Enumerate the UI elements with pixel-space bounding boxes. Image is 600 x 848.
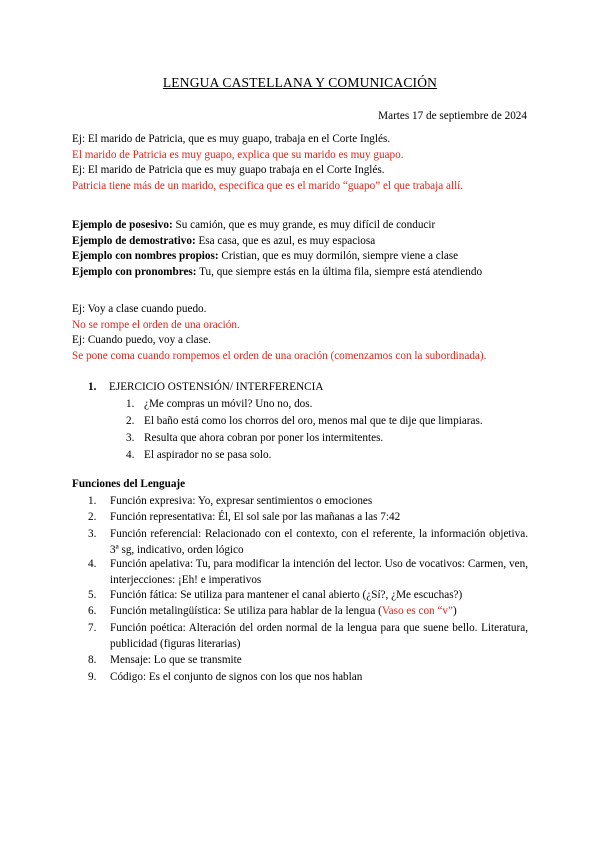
item-text-wrap — [110, 604, 528, 620]
item-number: 5. — [88, 589, 97, 601]
example-label: Ejemplo de demostrativo: — [72, 234, 196, 247]
item-number: 6. — [88, 605, 97, 617]
item-number: 9. — [88, 671, 97, 683]
function-item — [88, 653, 528, 669]
item-number: 7. — [88, 622, 97, 634]
item-text: Mensaje: Lo que se transmite — [110, 654, 242, 666]
item-number: 4. — [126, 449, 135, 461]
exercise-title: EJERCICIO OSTENSIÓN/ INTERFERENCIA — [109, 381, 324, 393]
item-text: Función expresiva: Yo, expresar sentimientos o emociones — [110, 495, 373, 507]
item-text: Función representativa: Él, El sol sale por las mañanas a las 7:42 — [110, 511, 401, 523]
item-text: Código: Es el conjunto de signos con los que nos hablan — [110, 671, 363, 683]
explicative-examples — [72, 218, 530, 280]
section-heading: Funciones del Lenguaje — [72, 478, 186, 490]
item-red-note: Vaso es con “v” — [381, 605, 453, 617]
exercise-item — [126, 397, 312, 413]
example-line — [72, 249, 530, 265]
exercise-item — [126, 448, 271, 464]
item-text: Función referencial: Relacionado con el contexto, con el referente, la información objetiva. 3ª sg, indicativo, orden lógico — [110, 528, 528, 556]
item-text: Resulta que ahora cobran por poner los intermitentes. — [144, 432, 384, 444]
exercise-number: 1. — [88, 381, 97, 393]
function-item — [88, 670, 528, 686]
comma-examples-2 — [72, 302, 530, 364]
function-item — [88, 621, 528, 652]
comma-examples-1 — [72, 132, 530, 194]
exercise-heading — [88, 380, 323, 396]
item-text: El aspirador no se pasa solo. — [144, 449, 272, 461]
example-line — [72, 234, 530, 250]
item-number: 2. — [88, 511, 97, 523]
explanation-line: Patricia tiene más de un marido, especifica que es el marido “guapo” el que trabaja allí. — [72, 179, 464, 192]
item-number: 3. — [126, 432, 135, 444]
explanation-line: Se pone coma cuando rompemos el orden de una oración (comenzamos con la subordinada). — [72, 349, 487, 362]
function-item — [88, 604, 528, 620]
example-text: Tu, que siempre estás en la última fila, siempre está atendiendo — [196, 265, 483, 278]
function-item — [88, 527, 528, 558]
text-line: Ej: Cuando puedo, voy a clase. — [72, 334, 211, 346]
text-line: Ej: El marido de Patricia que es muy guapo trabaja en el Corte Inglés. — [72, 164, 385, 176]
item-number: 1. — [88, 495, 97, 507]
exercise-item — [126, 414, 483, 430]
text-line: Ej: El marido de Patricia, que es muy guapo, trabaja en el Corte Inglés. — [72, 133, 391, 145]
example-text: Esa casa, que es azul, es muy espaciosa — [195, 234, 376, 247]
page-title: LENGUA CASTELLANA Y COMUNICACIÓN — [162, 75, 438, 90]
item-number: 3. — [88, 528, 97, 540]
item-text: ¿Me compras un móvil? Uno no, dos. — [144, 398, 313, 410]
date-line: Martes 17 de septiembre de 2024 — [378, 110, 527, 122]
item-number: 2. — [126, 415, 135, 427]
item-number: 1. — [126, 398, 135, 410]
example-label: Ejemplo con nombres propios: — [72, 250, 219, 262]
function-item — [88, 494, 528, 510]
example-text: Su camión, que es muy grande, es muy difícil de conducir — [172, 219, 436, 231]
example-text: Cristian, que es muy dormilón, siempre viene a clase — [218, 250, 459, 262]
function-item — [88, 588, 528, 604]
example-line — [72, 218, 530, 234]
example-label: Ejemplo de posesivo: — [72, 219, 173, 231]
example-label: Ejemplo con pronombres: — [72, 265, 197, 278]
exercise-item — [126, 431, 383, 447]
item-text: Función fática: Se utiliza para mantener el canal abierto (¿Sí?, ¿Me escuchas?) — [110, 589, 463, 601]
item-text: Función apelativa: Tu, para modificar la intención del lector. Uso de vocativos: Carmen, ven, interjecciones: ¡Eh! e imperativos — [110, 558, 528, 586]
item-text: El baño está como los chorros del oro, menos mal que te dije que limpiaras. — [144, 415, 483, 427]
explanation-line: No se rompe el orden de una oración. — [72, 318, 240, 331]
explanation-line: El marido de Patricia es muy guapo, explica que su marido es muy guapo. — [72, 148, 404, 161]
function-item — [88, 557, 528, 588]
item-text: Función poética: Alteración del orden normal de la lengua para que suene bello. Literatura, publicidad (figuras literarias) — [110, 622, 528, 650]
example-line — [72, 265, 530, 281]
function-item — [88, 510, 528, 526]
item-number: 4. — [88, 558, 97, 570]
item-number: 8. — [88, 654, 97, 666]
text-line: Ej: Voy a clase cuando puedo. — [72, 303, 207, 315]
item-text: Función metalingüística: Se utiliza para hablar de la lengua ( — [110, 605, 382, 617]
item-tail: ) — [452, 605, 457, 617]
